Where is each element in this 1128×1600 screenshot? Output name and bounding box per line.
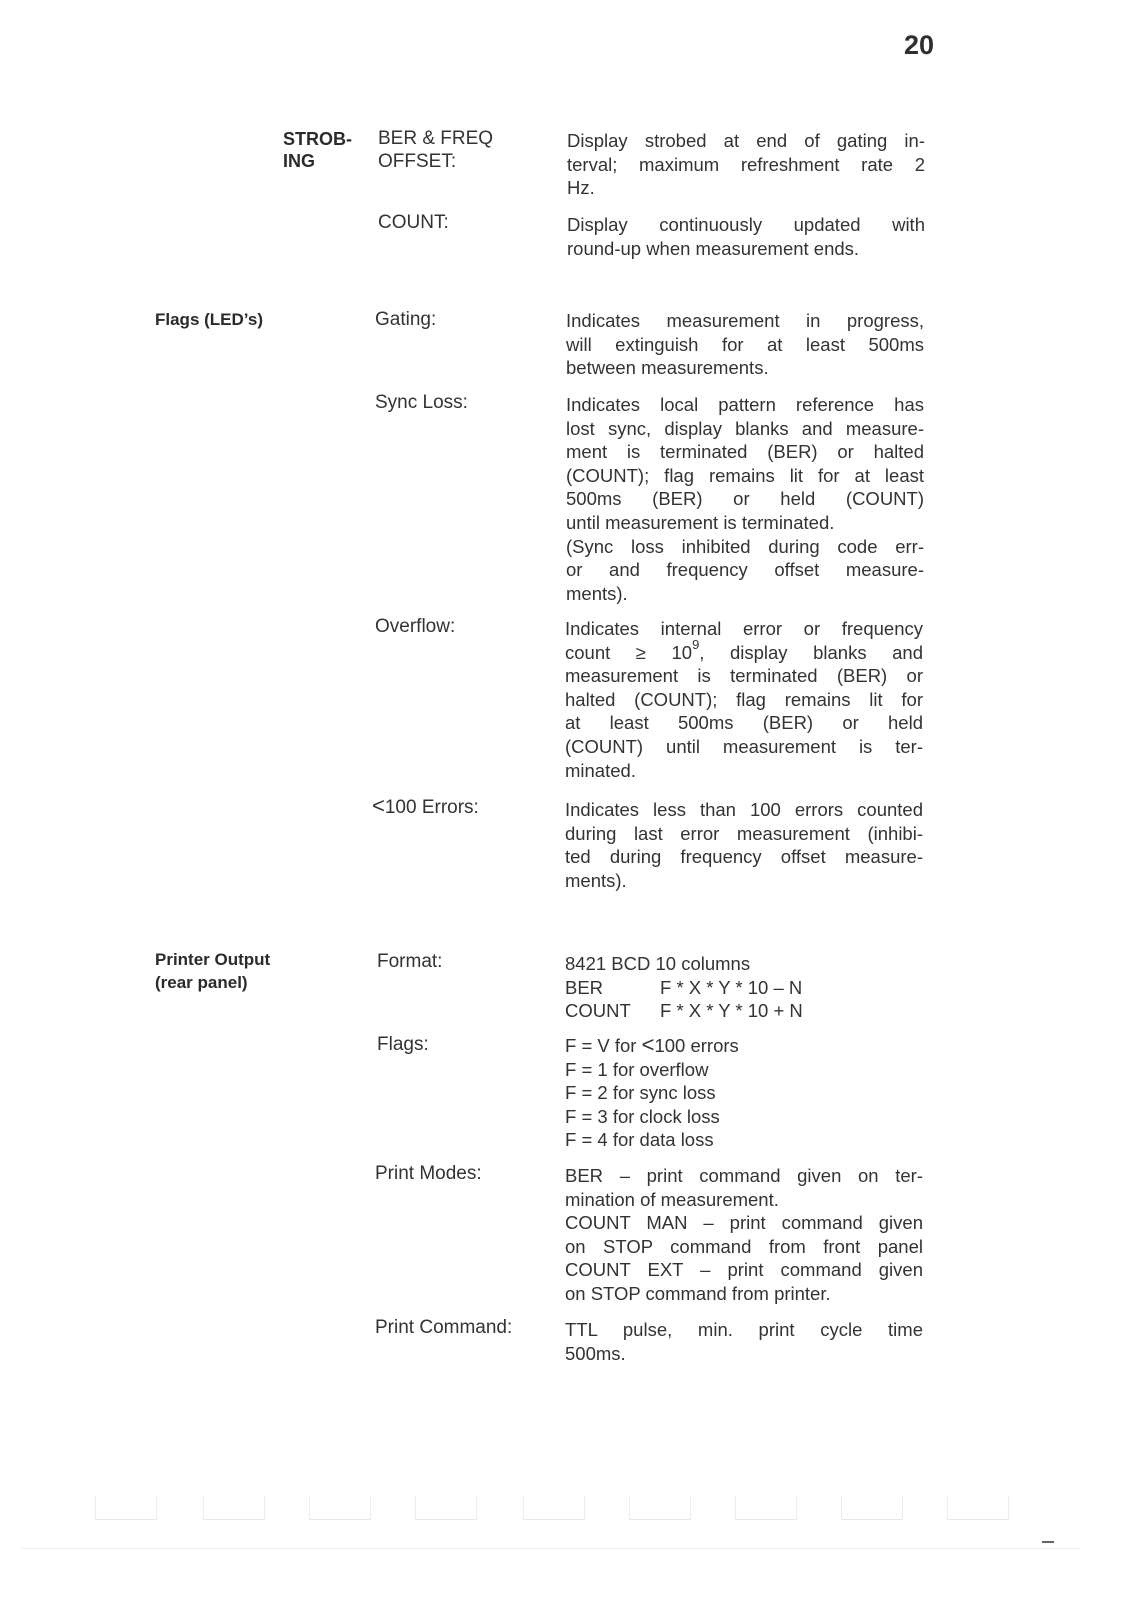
desc-line: Indicates measurement in progress, bbox=[566, 310, 924, 331]
desc-line: Indicates internal error or frequency bbox=[565, 618, 923, 639]
desc-line: on STOP command from printer. bbox=[565, 1282, 831, 1304]
less-than-100-errors-description bbox=[565, 798, 923, 892]
print-modes-description bbox=[565, 1164, 923, 1306]
desc-line: mination of measurement. bbox=[565, 1188, 779, 1210]
overflow-count-rest: , display blanks and bbox=[699, 641, 923, 663]
desc-line: ted during frequency offset measure- bbox=[565, 846, 923, 868]
desc-line bbox=[565, 637, 923, 665]
footer-mark bbox=[947, 1495, 1009, 1520]
desc-line: (COUNT); flag remains lit for at least bbox=[566, 464, 924, 486]
less-than-100-errors-label bbox=[372, 793, 479, 819]
flag-v-text: F = V for bbox=[565, 1035, 642, 1056]
overflow-count-text: count ≥ 10 bbox=[565, 641, 693, 663]
desc-line: Display continuously updated with bbox=[567, 214, 925, 235]
desc-line: ment is terminated (BER) or halted bbox=[566, 441, 924, 463]
format-ber-key: BER bbox=[565, 976, 604, 998]
desc-line: 500ms (BER) or held (COUNT) bbox=[566, 488, 924, 510]
desc-line: at least 500ms (BER) or held bbox=[565, 712, 923, 734]
desc-line: COUNT EXT – print command given bbox=[565, 1259, 923, 1281]
less-than-symbol: < bbox=[641, 1032, 655, 1057]
printer-title-line-1: Printer Output bbox=[155, 950, 271, 969]
desc-line bbox=[565, 999, 923, 1023]
print-modes-label: Print Modes: bbox=[375, 1163, 482, 1184]
sync-loss-label: Sync Loss: bbox=[375, 392, 468, 413]
flag-v-rest: 100 errors bbox=[654, 1035, 739, 1056]
footer-mark bbox=[735, 1495, 797, 1520]
footer-mark bbox=[629, 1495, 691, 1520]
desc-line: COUNT MAN – print command given bbox=[565, 1212, 923, 1234]
ber-freq-offset-description bbox=[567, 129, 925, 200]
less-than-symbol: < bbox=[372, 793, 385, 818]
strobing-heading-line-1: STROB- bbox=[283, 129, 352, 149]
desc-line: F = 3 for clock loss bbox=[565, 1105, 720, 1127]
count-description bbox=[567, 213, 925, 260]
page-number: 20 bbox=[904, 30, 935, 60]
desc-line bbox=[565, 976, 923, 1000]
desc-line: Indicates less than 100 errors counted bbox=[565, 799, 923, 820]
desc-line: or and frequency offset measure- bbox=[566, 559, 924, 581]
footer-mark bbox=[841, 1495, 903, 1520]
gating-description bbox=[566, 309, 924, 380]
desc-line: (Sync loss inhibited during code err- bbox=[566, 535, 924, 557]
gating-label: Gating: bbox=[375, 309, 437, 330]
ber-freq-offset-label bbox=[378, 127, 493, 173]
overflow-description bbox=[565, 617, 923, 782]
desc-line: will extinguish for at least 500ms bbox=[566, 333, 924, 355]
sync-loss-description bbox=[566, 393, 924, 605]
desc-line: lost sync, display blanks and measure- bbox=[566, 417, 924, 439]
strobing-heading bbox=[283, 128, 352, 172]
format-count-value: F * X * Y * 10 + N bbox=[660, 1000, 803, 1022]
format-description bbox=[565, 952, 923, 1023]
flags-label: Flags: bbox=[377, 1034, 429, 1055]
errors-label-text: 100 Errors: bbox=[384, 797, 479, 818]
desc-line: Hz. bbox=[567, 177, 595, 199]
desc-line: on STOP command from front panel bbox=[565, 1235, 923, 1257]
corner-dash bbox=[1042, 1541, 1054, 1543]
flags-description bbox=[565, 1034, 923, 1152]
desc-line: between measurements. bbox=[566, 357, 769, 379]
strobing-heading-line-2: ING bbox=[283, 151, 316, 171]
desc-line: Display strobed at end of gating in- bbox=[567, 130, 925, 151]
footer-mark bbox=[95, 1495, 157, 1520]
format-ber-value: F * X * Y * 10 – N bbox=[660, 976, 803, 998]
desc-line: minated. bbox=[565, 759, 636, 781]
print-command-label: Print Command: bbox=[375, 1317, 513, 1338]
ber-freq-label-line-1: BER & FREQ bbox=[378, 128, 494, 149]
exponent: 9 bbox=[692, 637, 700, 653]
desc-line: halted (COUNT); flag remains lit for bbox=[565, 688, 923, 710]
print-command-description bbox=[565, 1318, 923, 1365]
desc-line: ments). bbox=[566, 582, 628, 604]
desc-line: (COUNT) until measurement is ter- bbox=[565, 735, 923, 757]
desc-line: terval; maximum refreshment rate 2 bbox=[567, 153, 925, 175]
desc-line: F = 2 for sync loss bbox=[565, 1082, 716, 1104]
desc-line: TTL pulse, min. print cycle time bbox=[565, 1319, 923, 1340]
desc-line: F = 4 for data loss bbox=[565, 1129, 714, 1151]
desc-line: measurement is terminated (BER) or bbox=[565, 665, 923, 687]
overflow-label: Overflow: bbox=[375, 616, 456, 637]
footer-mark bbox=[415, 1495, 477, 1520]
printer-title-line-2: (rear panel) bbox=[155, 973, 248, 992]
desc-line: Indicates local pattern reference has bbox=[566, 394, 924, 415]
page-edge-line bbox=[20, 1548, 1080, 1549]
desc-line: until measurement is terminated. bbox=[566, 511, 835, 533]
desc-line: F = 1 for overflow bbox=[565, 1058, 709, 1080]
desc-line: during last error measurement (inhibi- bbox=[565, 822, 923, 844]
desc-line: 500ms. bbox=[565, 1342, 626, 1364]
faint-footer-marks bbox=[95, 1495, 1035, 1525]
count-label: COUNT: bbox=[378, 212, 449, 233]
flags-section-title: Flags (LED’s) bbox=[155, 310, 263, 329]
desc-line: 8421 BCD 10 columns bbox=[565, 953, 751, 974]
desc-line: BER – print command given on ter- bbox=[565, 1165, 923, 1186]
format-count-key: COUNT bbox=[565, 1000, 631, 1022]
ber-freq-label-line-2: OFFSET: bbox=[378, 151, 457, 172]
footer-mark bbox=[523, 1495, 585, 1520]
desc-line: round-up when measurement ends. bbox=[567, 237, 860, 259]
format-label: Format: bbox=[377, 951, 443, 972]
desc-line: ments). bbox=[565, 869, 627, 891]
desc-line bbox=[565, 1034, 923, 1058]
printer-output-section-title bbox=[155, 948, 270, 994]
footer-mark bbox=[203, 1495, 265, 1520]
footer-mark bbox=[309, 1495, 371, 1520]
